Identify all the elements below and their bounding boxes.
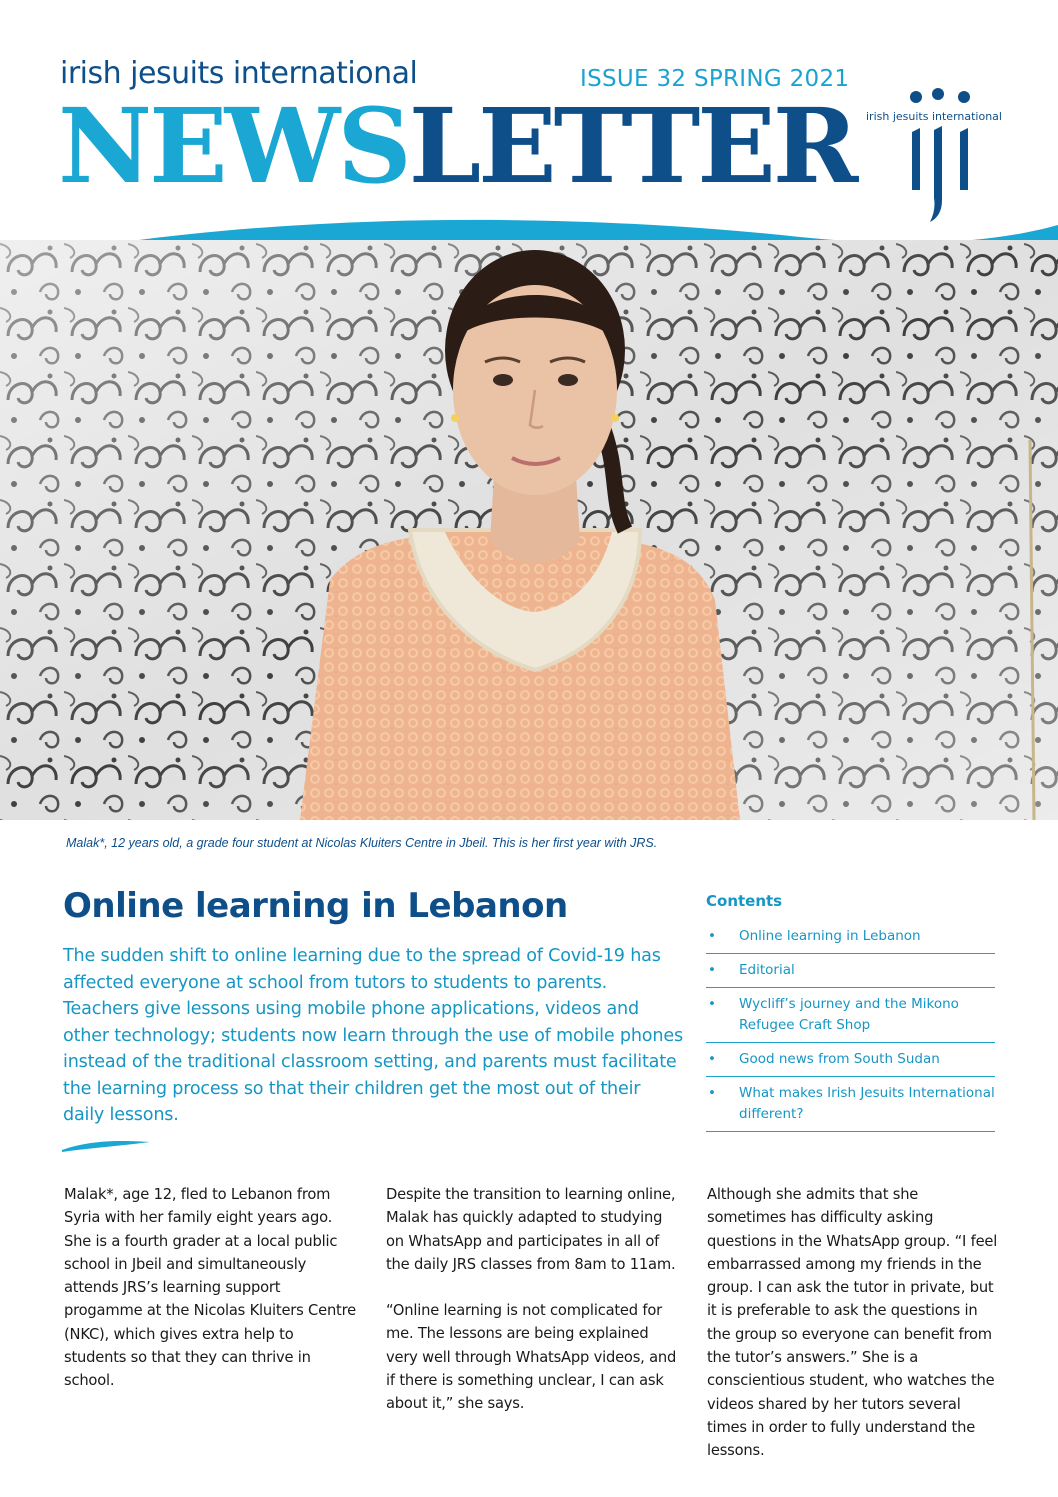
contents-item-label: What makes Irish Jesuits International different? xyxy=(739,1085,995,1122)
body-column-1 xyxy=(64,1183,356,1416)
body-paragraph: Malak*, age 12, fled to Lebanon from Syria with her family eight years ago. She is a fourth grader at a local public school in Jbeil and simultaneously attends JRS’s learning support progamme at the Nicolas Kluiters Centre (NKC), which gives extra help to students so that they can thrive in school. xyxy=(64,1186,356,1390)
bullet: • xyxy=(708,962,716,978)
iji-logo xyxy=(866,88,1011,222)
bullet: • xyxy=(708,1051,716,1067)
contents-item-label: Good news from South Sudan xyxy=(739,1051,940,1067)
photo-caption: Malak*, 12 years old, a grade four student at Nicolas Kluiters Centre in Jbeil. This is her first year with JRS. xyxy=(66,836,658,850)
logo-caption: irish jesuits international xyxy=(866,110,1002,123)
body-paragraph: Despite the transition to learning online, Malak has quickly adapted to studying on WhatsApp and participates in all of the daily JRS classes from 8am to 11am. xyxy=(386,1186,676,1273)
hero-illustration xyxy=(0,240,1058,820)
contents-box xyxy=(706,892,995,1132)
bullet: • xyxy=(708,928,716,944)
contents-item-label: Editorial xyxy=(739,962,795,978)
lead-swoosh-divider xyxy=(60,1138,152,1154)
masthead-title xyxy=(58,86,856,207)
issue-label: ISSUE 32 SPRING 2021 xyxy=(580,66,850,92)
contents-item[interactable] xyxy=(706,1077,995,1132)
contents-item[interactable] xyxy=(706,920,995,954)
hero-photo xyxy=(0,240,1058,820)
contents-title: Contents xyxy=(706,892,783,910)
org-name: irish jesuits international xyxy=(60,56,418,91)
masthead-news: NEWS xyxy=(58,86,409,207)
body-paragraph: Although she admits that she sometimes has difficulty asking questions in the WhatsApp group. “I feel embarrassed among my friends in the group. I can ask the tutor in private, but it is preferable to ask the questions in the group so everyone can benefit from the tutor’s answers.” She is a conscientious student, who watches the videos shared by her tutors several times in order to fully understand the lessons. xyxy=(707,1186,998,1460)
article-headline: Online learning in Lebanon xyxy=(63,886,568,926)
contents-item-label: Online learning in Lebanon xyxy=(739,928,921,944)
article-lead: The sudden shift to online learning due to the spread of Covid-19 has affected everyone at school from tutors to students to parents. Teachers give lessons using mobile phone applications, videos and other technology; students now learn through the use of mobile phones instead of the traditional classroom setting, and parents must facilitate the learning process so that their children get the most out of their daily lessons. xyxy=(63,946,683,1125)
iji-logo-mark xyxy=(902,88,982,222)
contents-item-label: Wycliff’s journey and the Mikono Refugee Craft Shop xyxy=(739,996,959,1033)
body-column-2 xyxy=(386,1183,678,1439)
bullet: • xyxy=(708,1085,716,1101)
bullet: • xyxy=(708,996,716,1012)
contents-item[interactable] xyxy=(706,988,995,1043)
body-paragraph: “Online learning is not complicated for me. The lessons are being explained very well through WhatsApp videos, and if there is something unclear, I can ask about it,” she says. xyxy=(386,1302,677,1413)
contents-list xyxy=(706,920,995,1132)
masthead-letter: LETTER xyxy=(408,86,856,207)
body-column-3 xyxy=(707,1183,999,1486)
contents-item[interactable] xyxy=(706,954,995,988)
contents-item[interactable] xyxy=(706,1043,995,1077)
